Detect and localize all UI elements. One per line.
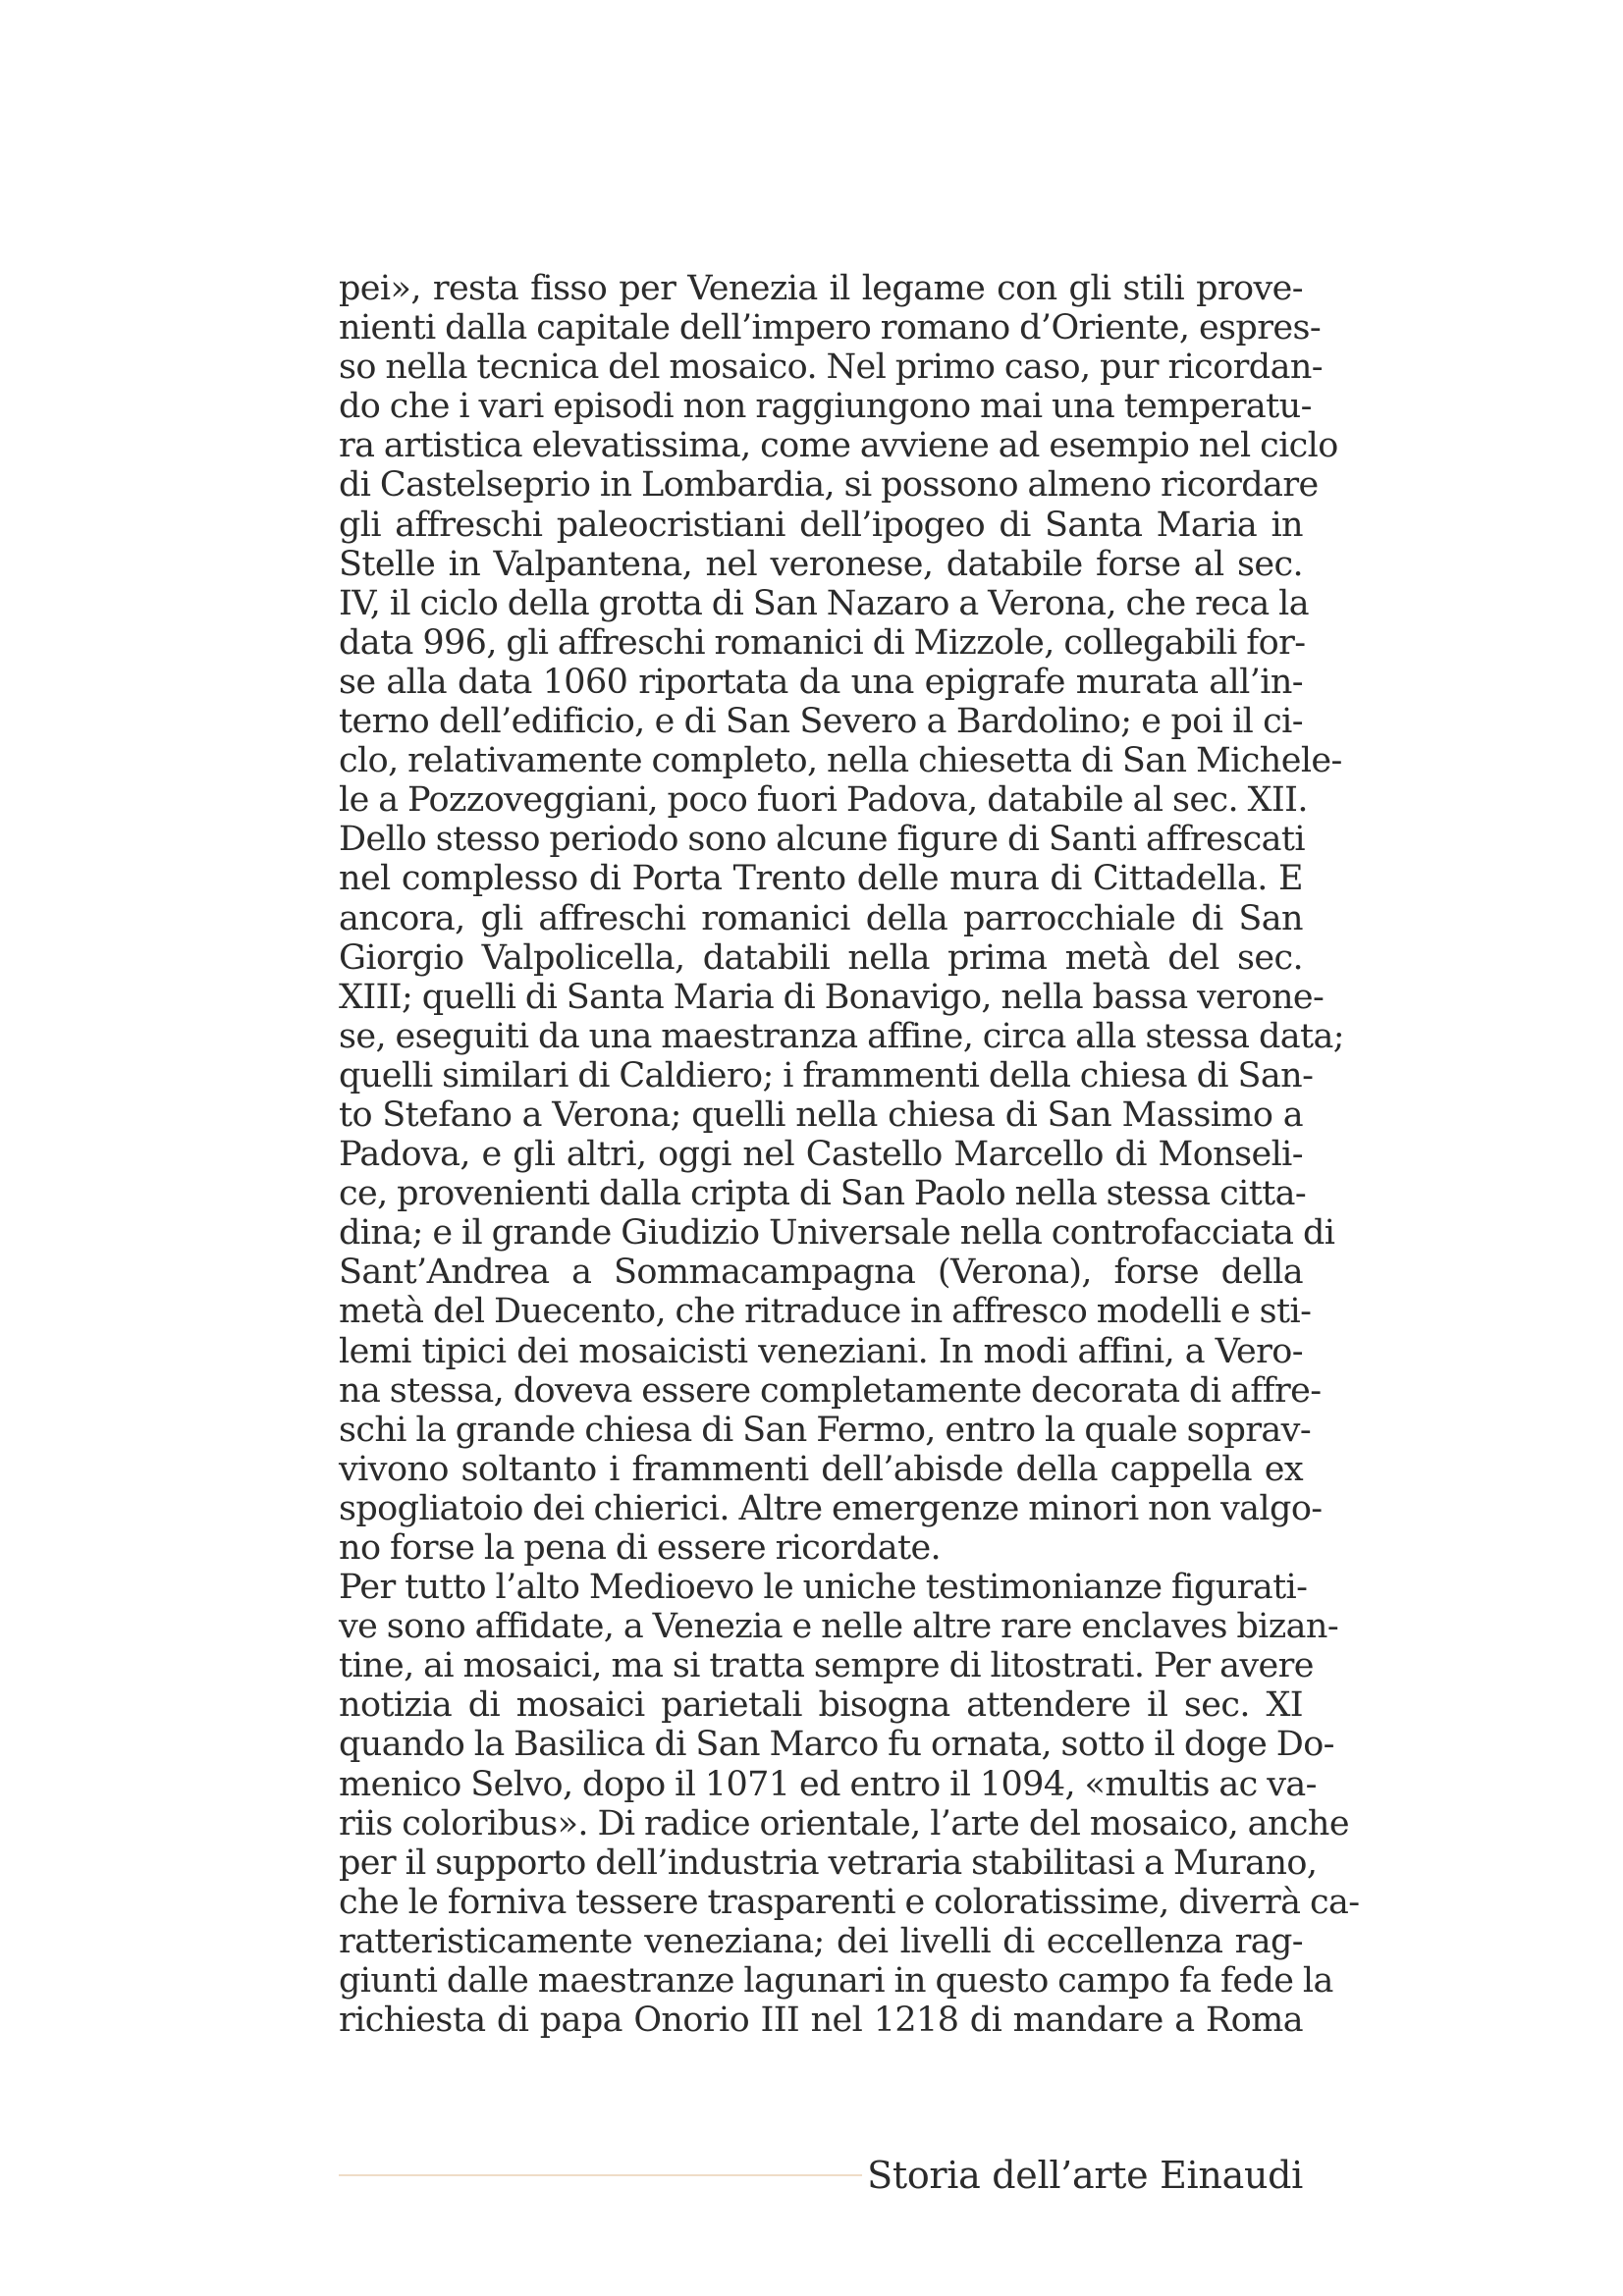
text-line: no forse la pena di essere ricordate.	[339, 1528, 942, 1568]
text-line: nienti dalla capitale dell’impero romano d’Oriente, espres-	[339, 308, 1322, 348]
text-line: data 996, gli affreschi romanici di Mizzole, collegabili for-	[339, 622, 1306, 663]
text-line: se, eseguiti da una maestranza affine, circa alla stessa data;	[339, 1016, 1344, 1056]
text-line: notizia di mosaici parietali bisogna attendere il sec. XI	[339, 1685, 1303, 1726]
text-line: IV, il ciclo della grotta di San Nazaro a Verona, che reca la	[339, 583, 1310, 623]
text-line: na stessa, doveva essere completamente decorata di affre-	[339, 1370, 1322, 1411]
text-line: giunti dalle maestranze lagunari in questo campo fa fede la	[339, 1961, 1333, 2002]
text-line: clo, relativamente completo, nella chiesetta di San Michele-	[339, 741, 1342, 781]
text-line: riis coloribus». Di radice orientale, l’arte del mosaico, anche	[339, 1803, 1349, 1843]
text-line: le a Pozzoveggiani, poco fuori Padova, databile al sec. XII.	[339, 780, 1308, 821]
text-line: spogliatoio dei chierici. Altre emergenze minori non valgo-	[339, 1488, 1323, 1528]
text-line: Dello stesso periodo sono alcune figure di Santi affrescati	[339, 820, 1305, 860]
text-line: Per tutto l’alto Medioevo le uniche testimonianze figurati-	[339, 1568, 1308, 1608]
text-line: se alla data 1060 riportata da una epigrafe murata all’in-	[339, 662, 1303, 702]
text-line: schi la grande chiesa di San Fermo, entro la quale soprav-	[339, 1410, 1312, 1450]
text-line: tine, ai mosaici, ma si tratta sempre di litostrati. Per avere	[339, 1646, 1314, 1686]
text-line: ve sono affidate, a Venezia e nelle altre rare enclaves bizan-	[339, 1607, 1339, 1647]
text-line: vivono soltanto i frammenti dell’abisde della cappella ex	[339, 1449, 1303, 1489]
text-line: metà del Duecento, che ritraduce in affresco modelli e sti-	[339, 1292, 1312, 1332]
text-line: ratteristicamente veneziana; dei livelli di eccellenza rag-	[339, 1921, 1303, 1961]
text-line: gli affreschi paleocristiani dell’ipogeo di Santa Maria in	[339, 505, 1303, 545]
text-line: che le forniva tessere trasparenti e coloratissime, diverrà ca-	[339, 1882, 1360, 1922]
text-line: per il supporto dell’industria vetraria stabilitasi a Murano,	[339, 1842, 1318, 1883]
text-line: ancora, gli affreschi romanici della parrocchiale di San	[339, 898, 1303, 938]
text-line: ra artistica elevatissima, come avviene ad esempio nel ciclo	[339, 426, 1338, 466]
text-line: nel complesso di Porta Trento delle mura di Cittadella. E	[339, 859, 1303, 899]
text-line: ce, provenienti dalla cripta di San Paolo nella stessa citta-	[339, 1174, 1307, 1214]
text-line: XIII; quelli di Santa Maria di Bonavigo, nella bassa verone-	[339, 977, 1325, 1017]
text-line: Giorgio Valpolicella, databili nella prima metà del sec.	[339, 937, 1303, 978]
text-line: menico Selvo, dopo il 1071 ed entro il 1094, «multis ac va-	[339, 1764, 1317, 1804]
text-line: terno dell’edificio, e di San Severo a Bardolino; e poi il ci-	[339, 702, 1303, 742]
text-line: richiesta di papa Onorio III nel 1218 di mandare a Roma	[339, 2001, 1303, 2041]
text-line: di Castelseprio in Lombardia, si possono almeno ricordare	[339, 465, 1319, 506]
text-line: so nella tecnica del mosaico. Nel primo caso, pur ricordan-	[339, 347, 1324, 388]
text-line: to Stefano a Verona; quelli nella chiesa di San Massimo a	[339, 1095, 1303, 1135]
text-line: pei», resta fisso per Venezia il legame con gli stili prove-	[339, 269, 1303, 308]
text-line: Stelle in Valpantena, nel veronese, databile forse al sec.	[339, 544, 1303, 584]
footer-rule	[339, 2174, 862, 2176]
text-line: quando la Basilica di San Marco fu ornata, sotto il doge Do-	[339, 1725, 1334, 1765]
text-line: lemi tipici dei mosaicisti veneziani. In modi affini, a Vero-	[339, 1331, 1303, 1371]
footer-title: Storia dell’arte Einaudi	[867, 2154, 1303, 2197]
text-line: Padova, e gli altri, oggi nel Castello Marcello di Monseli-	[339, 1135, 1303, 1175]
text-line: quelli similari di Caldiero; i frammenti della chiesa di San-	[339, 1055, 1314, 1095]
text-line: Sant’Andrea a Sommacampagna (Verona), forse della	[339, 1253, 1303, 1293]
body-text	[339, 269, 1360, 2041]
text-line: do che i vari episodi non raggiungono mai una temperatu-	[339, 387, 1312, 427]
text-line: dina; e il grande Giudizio Universale nella controfacciata di	[339, 1213, 1335, 1254]
